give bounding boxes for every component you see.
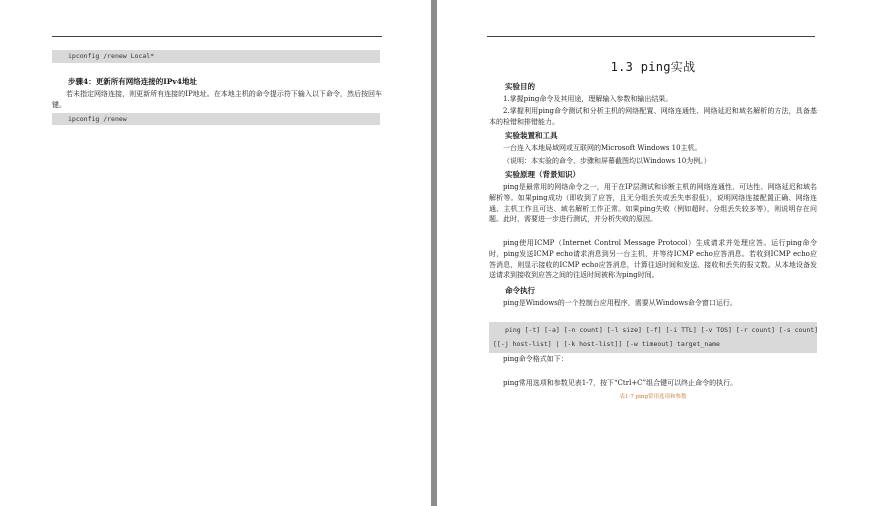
ping-syntax-line-1: ping [-t] [-a] [-n count] [-l size] [-f] [-i TTL] [-v TOS] [-r count] [-s count] [505, 326, 819, 334]
header-rule [52, 36, 382, 37]
purpose-item-2: 2.掌握利用ping命令测试和分析主机的网络配置、网络连通性、网络延迟和域名解析的方法，具备基本的检错和排错能力。 [489, 107, 817, 126]
section-title: 1.3 ping实战 [610, 60, 696, 74]
purpose-heading: 实验目的 [505, 82, 535, 91]
principle-paragraph-2: ping使用ICMP（Internet Control Message Protocol）生成请求并处理应答。运行ping命令时，ping发送ICMP echo请求消息到另一台主机，并等待ICMP echo应答消息。若收到ICMP echo应答消息，则显示接收的ICMP echo应答消息，计算往返时间和发送、接收和丢失的报文数。从本地设备发送请求到接收到应答之间的往返时间被称为ping时间。 [489, 239, 817, 280]
right-page [437, 0, 869, 506]
equipment-item-2: （说明：本实验的命令、步骤和屏幕截图均以Windows 10为例。） [503, 157, 711, 165]
exec-heading: 命令执行 [505, 286, 535, 295]
header-rule [487, 36, 815, 37]
ping-syntax-block [489, 322, 817, 353]
step4-paragraph: 若未指定网络连接，则更新所有连接的IP地址。在本地主机的命令提示符下输入以下命令，然后按回车键。 [52, 90, 382, 109]
step4-heading: 步骤4：更新所有网络连接的IPv4地址 [68, 77, 197, 86]
principle-paragraph-1: ping是最常用的网络命令之一，用于在IP层测试和诊断主机的网络连通性、可达性、网络延迟和域名解析等。如果ping成功（即收到了应答，且无分组丢失或丢失率很低），说明网络连接配置正确、网络连通、主机工作且可达、域名解析工作正常。如果ping失败（例如超时、分组丢失较多等），则说明存在问题。此时，需要进一步进行测试，并分析失败的原因。 [489, 183, 817, 224]
purpose-item-1: 1.掌握ping命令及其用途，理解输入参数和输出结果。 [503, 95, 673, 103]
exec-paragraph: ping是Windows的一个控制台应用程序，需要从Windows命令窗口运行。 [503, 299, 737, 307]
equipment-heading: 实验装置和工具 [505, 131, 558, 140]
principle-heading: 实验原理（背景知识） [505, 170, 580, 179]
left-page [0, 0, 431, 506]
ping-syntax-line-2: [[-j host-list] | [-k host-list]] [-w timeout] target_name [493, 339, 720, 348]
equipment-item-1: 一台连入本地局域网或互联网的Microsoft Windows 10主机。 [503, 144, 702, 152]
table-caption: 表1-7 ping常用选项和参数 [619, 394, 687, 400]
options-paragraph: ping常用选项和参数见表1-7，按下“Ctrl+C”组合键可以终止命令的执行。 [503, 379, 738, 387]
code-ipconfig-renew-local: ipconfig /renew Local* [52, 50, 380, 63]
format-paragraph: ping命令格式如下： [503, 355, 568, 363]
code-ipconfig-renew: ipconfig /renew [52, 113, 380, 125]
